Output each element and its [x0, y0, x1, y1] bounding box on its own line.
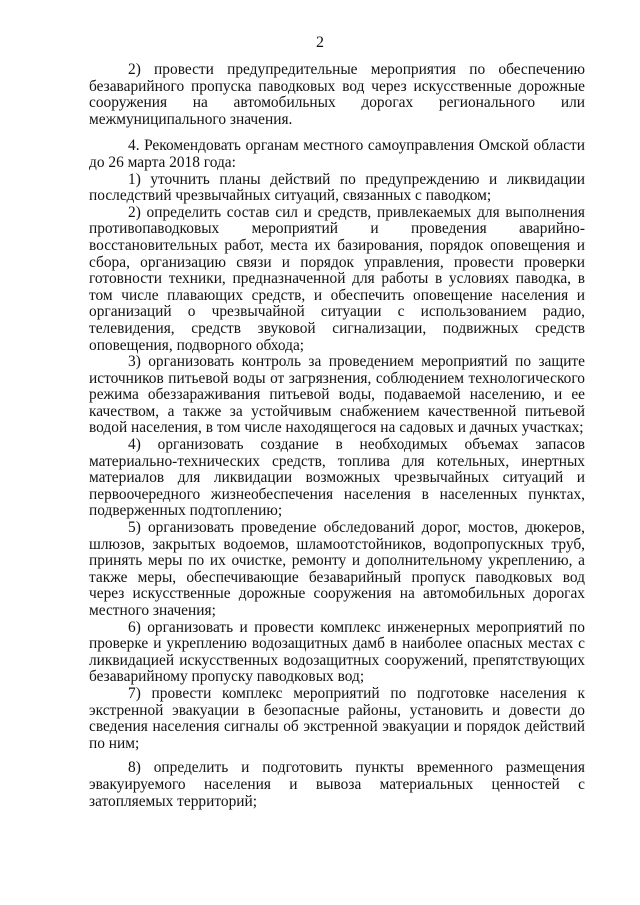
paragraph-subitem-6: 6) организовать и провести комплекс инженерных мероприятий по проверке и укреплению водозащитных дамб в наиболее опасных местах с ликвидацией искусственных водозащитных сооружений, препятствующих безаварийному пропуску паводковых вод;	[89, 618, 585, 686]
paragraph-subitem-1: 1) уточнить планы действий по предупреждению и ликвидации последствий чрезвычайных ситуаций, связанных с паводком;	[89, 170, 585, 205]
paragraph-subitem-5: 5) организовать проведение обследований дорог, мостов, дюкеров, шлюзов, закрытых водоемов, шламоотстойников, водопропускных труб, принять меры по их очистке, ремонту и дополнительному укреплению, а также меры, обеспечивающие безаварийный пропуск паводковых вод через искусственные дорожные сооружения на автомобильных дорогах местного значения;	[89, 519, 585, 619]
paragraph-subitem-8: 8) определить и подготовить пункты временного размещения эвакуируемого населения и вывоза материальных ценностей с затопляемых территорий;	[89, 759, 585, 810]
paragraph-item-2-roads: 2) провести предупредительные мероприятия по обеспечению безаварийного пропуска паводковых вод через искусственные дорожные сооружения на автомобильных дорогах регионального или межмуниципального значения.	[89, 61, 585, 128]
paragraph-subitem-2: 2) определить состав сил и средств, привлекаемых для выполнения противопаводковых мероприятий и проведения аварийно-восстановительных работ, места их базирования, порядок оповещения и сбора, организацию связи и порядок управления, провести проверки готовности техники, предназначенной для работы в условиях паводка, в том числе плавающих средств, и обеспечить оповещение населения и организаций о чрезвычайной ситуации с использованием радио, телевидения, средств звуковой сигнализации, подвижных средств оповещения, подворного обхода;	[89, 203, 585, 354]
page-number: 2	[316, 34, 324, 51]
paragraph-subitem-3: 3) организовать контроль за проведением мероприятий по защите источников питьевой воды от загрязнения, соблюдением технологического режима обеззараживания питьевой воды, подаваемой населению, и ее качеством, а также за устойчивым снабжением качественной питьевой водой населения, в том числе находящегося на садовых и дачных участках;	[89, 353, 585, 437]
paragraph-recommendation-4: 4. Рекомендовать органам местного самоуправления Омской области до 26 марта 2018 года:	[89, 137, 585, 171]
paragraph-subitem-7: 7) провести комплекс мероприятий по подготовке населения к экстренной эвакуации в безопасные районы, установить и довести до сведения населения сигналы об экстренной эвакуации и порядок действий по ним;	[89, 684, 585, 752]
document-body	[89, 62, 585, 810]
paragraph-subitem-4: 4) организовать создание в необходимых объемах запасов материально-технических средств, топлива для котельных, инертных материалов для ликвидации возможных чрезвычайных ситуаций и первоочередного жизнеобеспечения населения в населенных пунктах, подверженных подтоплению;	[89, 436, 585, 520]
